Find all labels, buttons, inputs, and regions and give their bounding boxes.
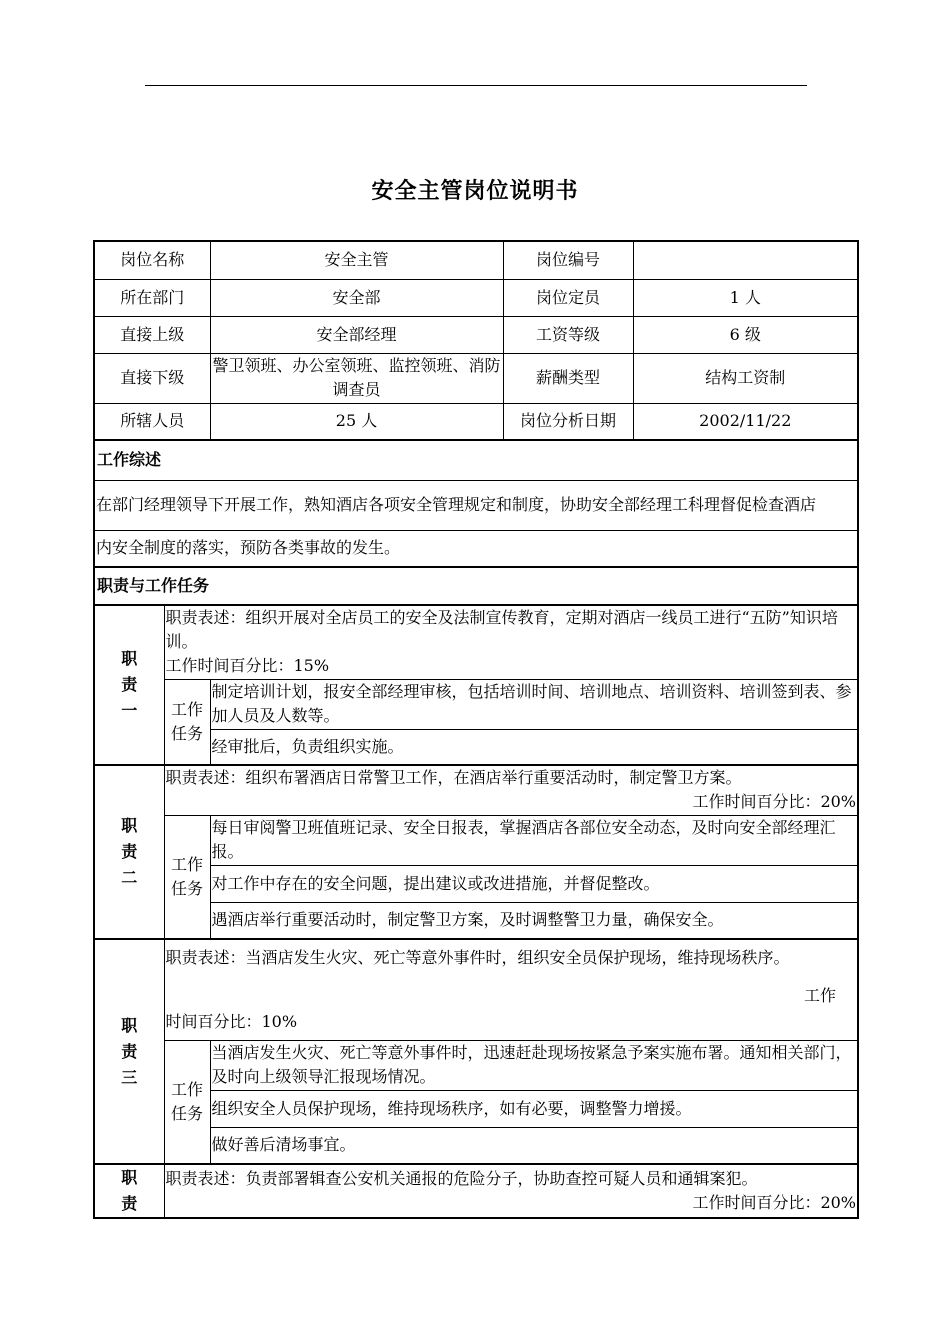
info-value: 安全部经理 (210, 316, 503, 353)
info-value: 安全主管 (210, 241, 503, 279)
info-row (94, 279, 858, 316)
info-row (94, 403, 858, 440)
summary-text: 内安全制度的落实，预防各类事故的发生。 (94, 530, 858, 567)
info-label: 岗位名称 (94, 241, 210, 279)
info-label: 岗位定员 (503, 279, 633, 316)
duty-2-label: 职 责 二 (94, 765, 164, 939)
duty-1-task: 制定培训计划，报安全部经理审核，包括培训时间、培训地点、培训资料、培训签到表、参加人员及人数等。 (210, 679, 858, 729)
duty-1-task: 经审批后，负责组织实施。 (210, 729, 858, 765)
duty-3-label: 职 责 三 (94, 939, 164, 1164)
document-title: 安全主管岗位说明书 (371, 179, 579, 204)
duty-3-description: 职责表述：当酒店发生火灾、死亡等意外事件时，组织安全员保护现场，维持现场秩序。 工作 时间百分比：10% (164, 939, 858, 1040)
duty-2-task: 每日审阅警卫班值班记录、安全日报表，掌握酒店各部位安全动态，及时向安全部经理汇报。 (210, 815, 858, 865)
info-row (94, 353, 858, 403)
duty-2-description: 职责表述：组织布署酒店日常警卫工作，在酒店举行重要活动时，制定警卫方案。 工作时间百分比：20% (164, 765, 858, 815)
info-value: 25 人 (210, 403, 503, 440)
info-label: 所在部门 (94, 279, 210, 316)
duty-3-task: 组织安全人员保护现场，维持现场秩序，如有必要，调整警力增援。 (210, 1090, 858, 1127)
info-row (94, 241, 858, 279)
info-value: 6 级 (633, 316, 858, 353)
info-value: 1 人 (633, 279, 858, 316)
duty-4-label: 职 责 (94, 1164, 164, 1218)
summary-heading: 工作综述 (94, 440, 858, 480)
info-label: 直接上级 (94, 316, 210, 353)
duty-3-task: 当酒店发生火灾、死亡等意外事件时，迅速赶赴现场按紧急予案实施布署。通知相关部门，及时向上级领导汇报现场情况。 (210, 1040, 858, 1090)
info-row (94, 316, 858, 353)
duty-1-percent: 工作时间百分比：15% (165, 656, 330, 676)
duty-1-description: 职责表述：组织开展对全店员工的安全及法制宣传教育，定期对酒店一线员工进行“五防”知识培训。 工作时间百分比：15% (164, 605, 858, 679)
info-label: 所辖人员 (94, 403, 210, 440)
info-label: 岗位编号 (503, 241, 633, 279)
duties-heading: 职责与工作任务 (94, 567, 858, 605)
info-value: 安全部 (210, 279, 503, 316)
info-value: 2002/11/22 (633, 403, 858, 440)
duty-2-task-label: 工作 任务 (164, 815, 210, 939)
summary-text: 在部门经理领导下开展工作，熟知酒店各项安全管理规定和制度，协助安全部经理工科理督促检查酒店 (94, 480, 858, 530)
job-description-table (93, 240, 859, 1219)
duty-3-task: 做好善后清场事宜。 (210, 1127, 858, 1164)
header-rule (145, 85, 807, 86)
duty-2-task: 对工作中存在的安全问题，提出建议或改进措施，并督促整改。 (210, 865, 858, 902)
duty-2-task: 遇酒店举行重要活动时，制定警卫方案，及时调整警卫力量，确保安全。 (210, 902, 858, 939)
duty-4-percent: 工作时间百分比：20% (692, 1193, 857, 1212)
duty-1-task-label: 工作 任务 (164, 679, 210, 765)
info-value: 结构工资制 (633, 353, 858, 403)
duty-4-description: 职责表述：负责部署辑查公安机关通报的危险分子，协助查控可疑人员和通辑案犯。 工作时间百分比：20% (164, 1164, 858, 1218)
info-label: 直接下级 (94, 353, 210, 403)
duty-3-percent-start: 工作 (804, 985, 837, 1005)
duty-3-task-label: 工作 任务 (164, 1040, 210, 1164)
info-label: 岗位分析日期 (503, 403, 633, 440)
info-value (633, 241, 858, 279)
info-value: 警卫领班、办公室领班、监控领班、消防调查员 (210, 353, 503, 403)
info-label: 薪酬类型 (503, 353, 633, 403)
duty-1-label: 职 责 一 (94, 605, 164, 765)
duty-2-percent: 工作时间百分比：20% (692, 792, 857, 812)
duty-3-percent-end: 时间百分比：10% (165, 1011, 298, 1031)
info-label: 工资等级 (503, 316, 633, 353)
